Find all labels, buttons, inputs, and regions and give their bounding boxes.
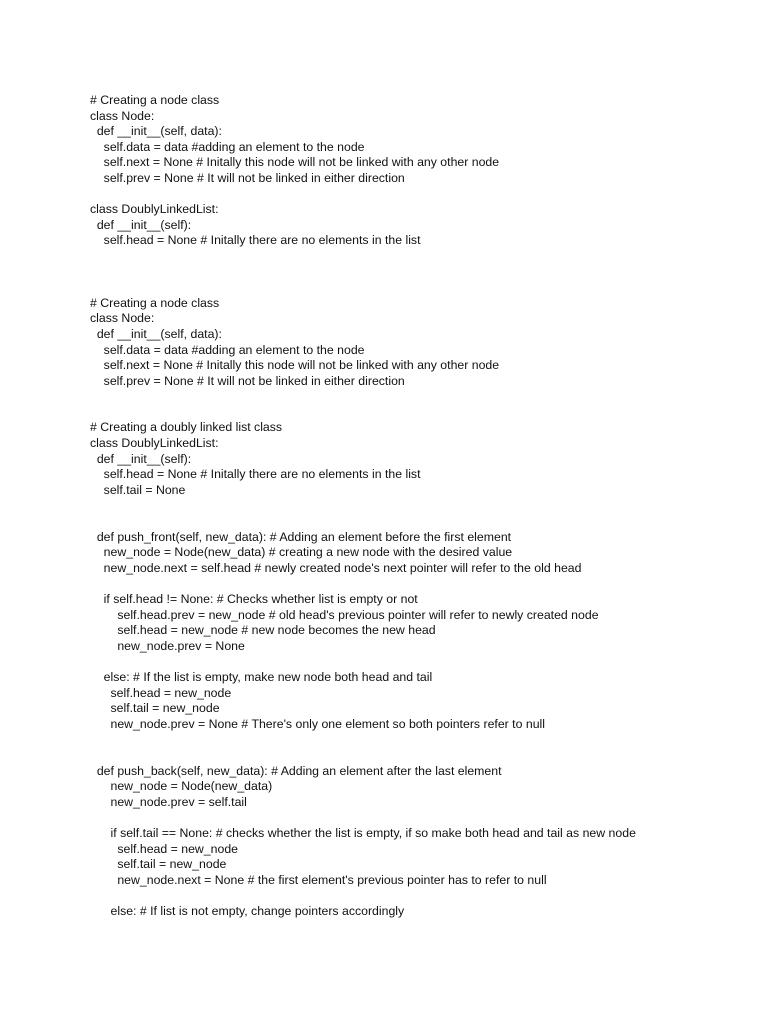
code-line: self.next = None # Initally this node will not be linked with any other node bbox=[90, 358, 500, 373]
code-line: self.head = None # Initally there are no elements in the list bbox=[90, 233, 421, 248]
code-line: self.head = new_node # new node becomes the new head bbox=[90, 623, 436, 638]
code-line: def push_front(self, new_data): # Adding an element before the first element bbox=[90, 529, 512, 544]
code-line: def __init__(self, data): bbox=[90, 124, 222, 139]
code-line: # Creating a doubly linked list class bbox=[90, 420, 283, 435]
code-line: def __init__(self): bbox=[90, 217, 192, 232]
code-line: self.head = None # Initally there are no elements in the list bbox=[90, 467, 421, 482]
code-line: else: # If list is not empty, change pointers accordingly bbox=[90, 903, 405, 918]
code-line: self.tail = new_node bbox=[90, 857, 227, 872]
code-line: self.head = new_node bbox=[90, 841, 239, 856]
code-line: def __init__(self, data): bbox=[90, 326, 222, 341]
code-line: self.tail = new_node bbox=[90, 701, 220, 716]
code-line: new_node.next = None # the first element's previous pointer has to refer to null bbox=[90, 872, 547, 887]
code-line: self.data = data #adding an element to the node bbox=[90, 342, 365, 357]
code-line: class DoublyLinkedList: bbox=[90, 436, 219, 451]
code-line: class Node: bbox=[90, 311, 155, 326]
blank-line bbox=[90, 576, 750, 592]
code-line: self.prev = None # It will not be linked in either direction bbox=[90, 170, 405, 185]
code-line: new_node.prev = None bbox=[90, 638, 245, 653]
blank-line bbox=[90, 748, 750, 764]
blank-line bbox=[90, 280, 750, 296]
blank-line bbox=[90, 405, 750, 421]
blank-line bbox=[90, 249, 750, 265]
code-line: self.next = None # Initally this node will not be linked with any other node bbox=[90, 155, 500, 170]
code-text-block bbox=[90, 93, 750, 919]
code-line: new_node = Node(new_data) bbox=[90, 779, 273, 794]
blank-line bbox=[90, 498, 750, 514]
code-line: new_node.prev = None # There's only one element so both pointers refer to null bbox=[90, 716, 545, 731]
blank-line bbox=[90, 265, 750, 281]
code-line: def __init__(self): bbox=[90, 451, 192, 466]
code-line: class DoublyLinkedList: bbox=[90, 202, 219, 217]
code-line: new_node = Node(new_data) # creating a new node with the desired value bbox=[90, 545, 513, 560]
code-line: self.prev = None # It will not be linked in either direction bbox=[90, 373, 405, 388]
code-line: self.head = new_node bbox=[90, 685, 232, 700]
code-line: class Node: bbox=[90, 108, 155, 123]
code-line: if self.head != None: # Checks whether list is empty or not bbox=[90, 592, 418, 606]
code-line: self.data = data #adding an element to the node bbox=[90, 139, 365, 154]
code-line: # Creating a node class bbox=[90, 93, 220, 107]
code-line: new_node.prev = self.tail bbox=[90, 794, 247, 809]
blank-line bbox=[90, 187, 750, 203]
blank-line bbox=[90, 514, 750, 530]
blank-line bbox=[90, 810, 750, 826]
code-line: def push_back(self, new_data): # Adding an element after the last element bbox=[90, 763, 502, 778]
blank-line bbox=[90, 888, 750, 904]
code-line: new_node.next = self.head # newly created node's next pointer will refer to the old head bbox=[90, 560, 582, 575]
blank-line bbox=[90, 654, 750, 670]
code-line: else: # If the list is empty, make new node both head and tail bbox=[90, 669, 433, 684]
code-line: self.tail = None bbox=[90, 482, 186, 497]
code-line: # Creating a node class bbox=[90, 295, 220, 310]
blank-line bbox=[90, 732, 750, 748]
code-line: self.head.prev = new_node # old head's previous pointer will refer to newly created node bbox=[90, 607, 599, 622]
blank-line bbox=[90, 389, 750, 405]
code-line: if self.tail == None: # checks whether the list is empty, if so make both head and tail as new node bbox=[90, 825, 636, 840]
